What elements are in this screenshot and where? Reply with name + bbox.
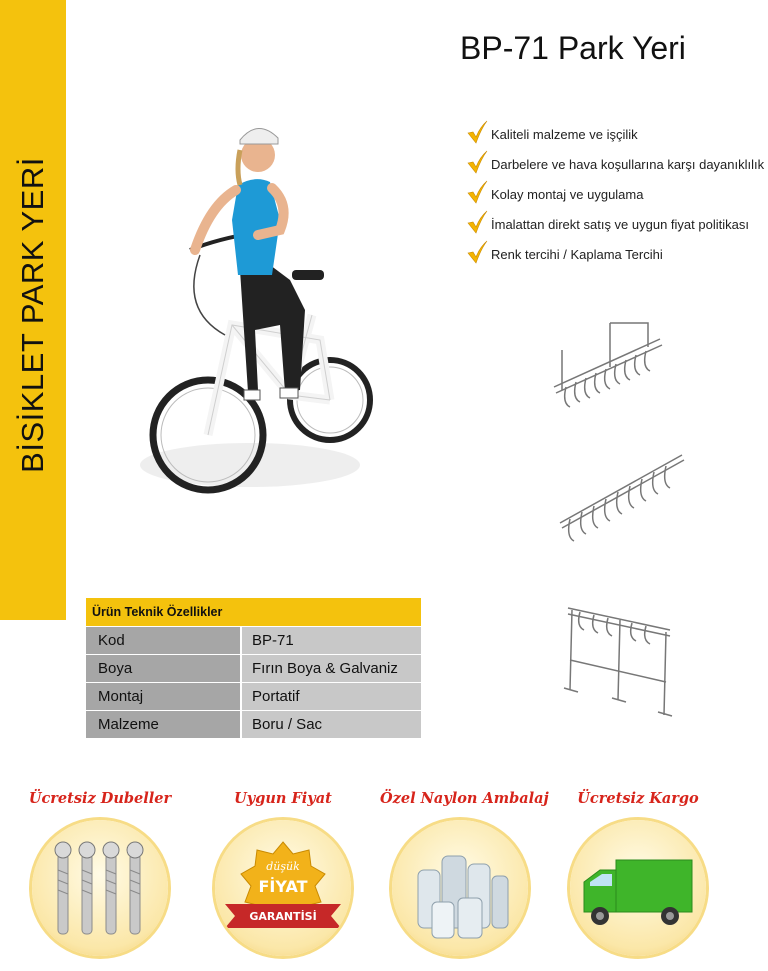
spec-key: Montaj [86,683,240,710]
spec-value: Portatif [240,683,421,710]
feature-list [466,114,764,264]
rack-drawing-2 [556,445,686,545]
spec-heading: Ürün Teknik Özellikler [86,598,421,626]
badge-label: Uygun Fiyat [234,790,332,807]
spec-table [86,598,421,738]
dowel-screws-icon [32,820,168,956]
cargo-truck-icon [570,820,706,956]
feature-text: Darbelere ve hava koşullarına karşı dayanıklılık [491,157,765,172]
checkmark-icon [466,240,488,264]
feature-text: Kolay montaj ve uygulama [491,187,644,202]
spec-key: Malzeme [86,711,240,738]
spec-key: Boya [86,655,240,682]
badge-circle [392,820,528,956]
checkmark-icon [466,180,488,204]
badge-good-price [203,790,363,923]
side-title: BİSİKLET PARK YERİ [15,157,50,473]
rack-drawing-3 [560,590,680,720]
seal-text-big: FİYAT [258,877,308,896]
page-title: BP-71 Park Yeri [460,30,686,66]
checkmark-icon [466,120,488,144]
badge-label: Ücretsiz Dubeller [28,790,172,807]
checkmark-icon [466,210,488,234]
badge-nylon-packaging [380,790,549,807]
spec-value: BP-71 [240,627,421,654]
table-row [86,683,421,710]
table-row [86,627,421,654]
feature-item [466,234,764,264]
seal-text-ribbon: GARANTİSİ [249,910,317,923]
spec-value: Fırın Boya & Galvaniz [240,655,421,682]
feature-item [466,174,764,204]
feature-text: İmalattan direkt satış ve uygun fiyat politikası [491,217,749,232]
feature-item [466,114,764,144]
feature-text: Kaliteli malzeme ve işçilik [491,127,638,142]
badge-circle [32,820,168,956]
price-guarantee-icon [215,820,351,956]
badge-free-dowels [20,790,180,807]
badge-circle [215,820,351,956]
table-row [86,655,421,682]
cyclist-photo [140,110,380,510]
nylon-rolls-icon [392,820,528,956]
badge-row [0,790,768,971]
spec-key: Kod [86,627,240,654]
table-row [86,711,421,738]
badge-label: Ücretsiz Kargo [577,790,699,807]
badge-circle [570,820,706,956]
feature-text: Renk tercihi / Kaplama Tercihi [491,247,663,262]
checkmark-icon [466,150,488,174]
seal-text-small: düşük [266,860,300,873]
badge-free-shipping [558,790,718,807]
rack-drawing-1 [548,315,668,420]
feature-item [466,144,764,174]
spec-value: Boru / Sac [240,711,421,738]
feature-item [466,204,764,234]
badge-label: Özel Naylon Ambalaj [380,790,549,807]
